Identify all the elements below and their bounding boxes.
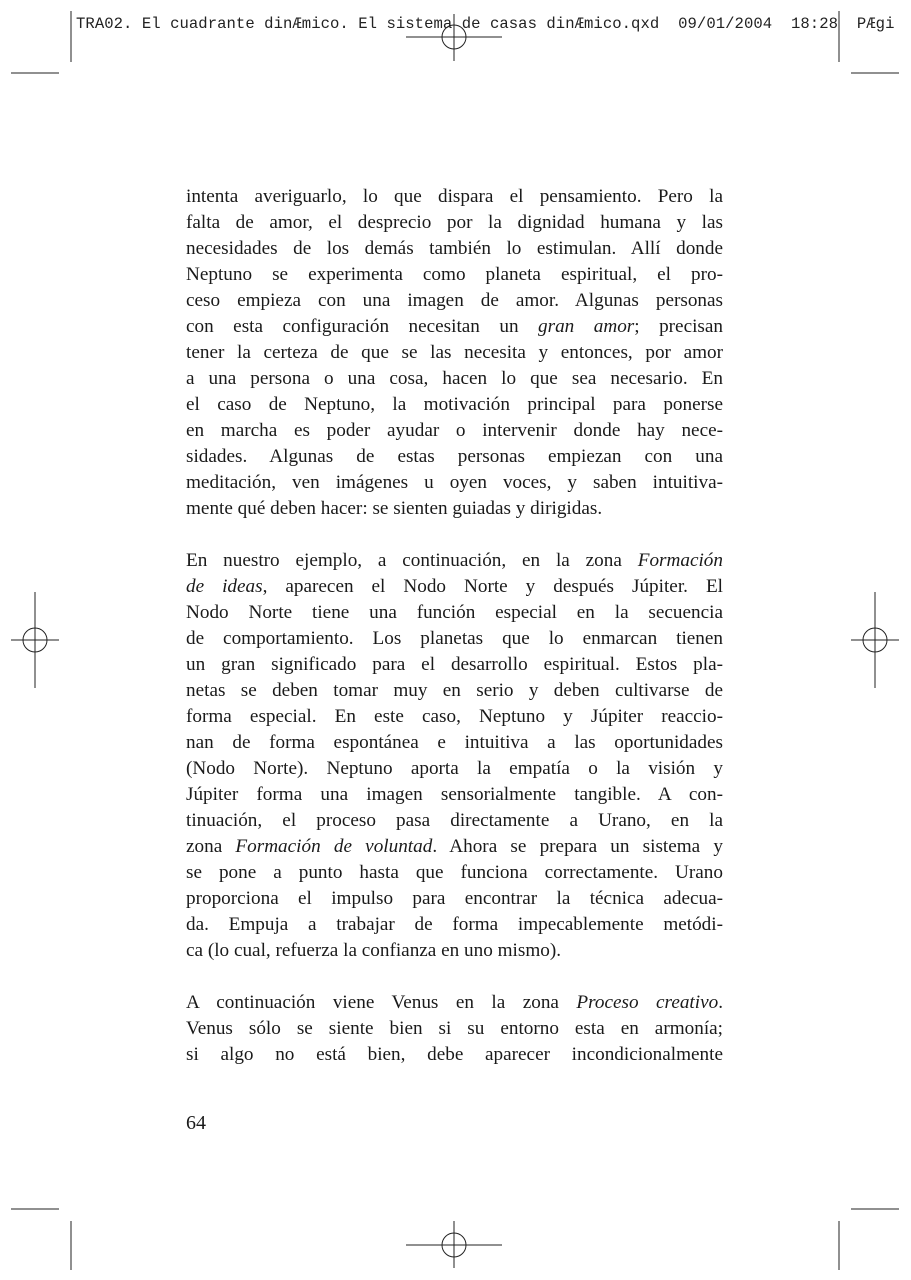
text-line (186, 184, 723, 210)
text-run: (Nodo Norte). Neptuno aporta la empatía o la visión y (186, 758, 723, 779)
text-run: meditación, ven imágenes u oyen voces, y saben intuitiva- (186, 472, 723, 493)
text-run: necesidades de los demás también lo estimulan. Allí donde (186, 238, 723, 259)
text-line (186, 886, 723, 912)
text-line (186, 834, 723, 860)
italic-term: de ideas (186, 576, 263, 597)
text-run: de comportamiento. Los planetas que lo enmarcan tienen (186, 628, 723, 649)
page-number: 64 (186, 1112, 206, 1134)
text-line (186, 210, 723, 236)
printer-slug-line: TRA02. El cuadrante dinÆmico. El sistema de casas dinÆmico.qxd 09/01/2004 18:28 PÆgi (76, 15, 895, 33)
text-run: A continuación viene Venus en la zona (186, 992, 577, 1013)
registration-mark-right (851, 592, 899, 688)
text-line (186, 756, 723, 782)
italic-term: Proceso creativo (576, 992, 719, 1013)
text-run: Nodo Norte tiene una función especial en la secuencia (186, 602, 723, 623)
italic-term: Formación de voluntad (235, 836, 433, 857)
text-line (186, 652, 723, 678)
text-run: forma especial. En este caso, Neptuno y Júpiter reaccio- (186, 706, 723, 727)
text-line (186, 808, 723, 834)
text-line (186, 626, 723, 652)
paragraph (186, 184, 723, 522)
text-line (186, 418, 723, 444)
text-run: da. Empuja a trabajar de forma impecablemente metódi- (186, 914, 723, 935)
text-run: zona (186, 836, 236, 857)
text-run: intenta averiguarlo, lo que dispara el pensamiento. Pero la (186, 186, 723, 207)
text-line (186, 340, 723, 366)
text-line (186, 366, 723, 392)
text-run: se pone a punto hasta que funciona correctamente. Urano (186, 862, 723, 883)
text-run: ca (lo cual, refuerza la confianza en uno mismo). (186, 940, 562, 961)
text-line (186, 392, 723, 418)
text-line (186, 704, 723, 730)
text-line (186, 1042, 723, 1068)
text-run: el caso de Neptuno, la motivación principal para ponerse (186, 394, 723, 415)
text-line (186, 262, 723, 288)
registration-mark-left (11, 592, 59, 688)
text-line (186, 860, 723, 886)
text-run: Neptuno se experimenta como planeta espiritual, el pro- (186, 264, 723, 285)
text-run: proporciona el impulso para encontrar la técnica adecua- (186, 888, 723, 909)
text-run: en marcha es poder ayudar o intervenir donde hay nece- (186, 420, 723, 441)
text-run: netas se deben tomar muy en serio y deben cultivarse de (186, 680, 723, 701)
text-run: ; precisan (634, 316, 723, 337)
text-run: si algo no está bien, debe aparecer incondicionalmente (186, 1044, 723, 1065)
text-line (186, 444, 723, 470)
registration-mark-bottom (406, 1221, 502, 1268)
text-run: . Ahora se prepara un sistema y (432, 836, 723, 857)
text-line (186, 496, 723, 522)
text-run: con esta configuración necesitan un (186, 316, 539, 337)
text-line (186, 938, 723, 964)
text-line (186, 574, 723, 600)
text-line (186, 782, 723, 808)
text-line (186, 1016, 723, 1042)
paragraph (186, 990, 723, 1068)
text-line (186, 600, 723, 626)
text-run: sidades. Algunas de estas personas empiezan con una (186, 446, 723, 467)
text-line (186, 990, 723, 1016)
text-run: tener la certeza de que se las necesita y entonces, por amor (186, 342, 723, 363)
text-run: un gran significado para el desarrollo espiritual. Estos pla- (186, 654, 723, 675)
text-run: a una persona o una cosa, hacen lo que sea necesario. En (186, 368, 723, 389)
text-line (186, 314, 723, 340)
text-line (186, 288, 723, 314)
text-run: ceso empieza con una imagen de amor. Algunas personas (186, 290, 723, 311)
text-line (186, 730, 723, 756)
text-run: nan de forma espontánea e intuitiva a las oportunidades (186, 732, 723, 753)
text-run: tinuación, el proceso pasa directamente a Urano, en la (186, 810, 723, 831)
text-line (186, 678, 723, 704)
text-run: Venus sólo se siente bien si su entorno esta en armonía; (186, 1018, 723, 1039)
text-line (186, 470, 723, 496)
body-text (186, 184, 723, 1094)
text-run: , aparecen el Nodo Norte y después Júpiter. El (262, 576, 723, 597)
paragraph (186, 548, 723, 964)
text-run: Júpiter forma una imagen sensorialmente tangible. A con- (186, 784, 723, 805)
text-line (186, 912, 723, 938)
text-run: mente qué deben hacer: se sienten guiadas y dirigidas. (186, 498, 603, 519)
italic-term: Formación (637, 550, 723, 571)
text-run: . (718, 992, 723, 1013)
registration-mark-top (406, 14, 502, 61)
italic-term: gran amor (538, 316, 635, 337)
text-run: falta de amor, el desprecio por la dignidad humana y las (186, 212, 723, 233)
text-run: En nuestro ejemplo, a continuación, en la zona (186, 550, 638, 571)
text-line (186, 236, 723, 262)
text-line (186, 548, 723, 574)
